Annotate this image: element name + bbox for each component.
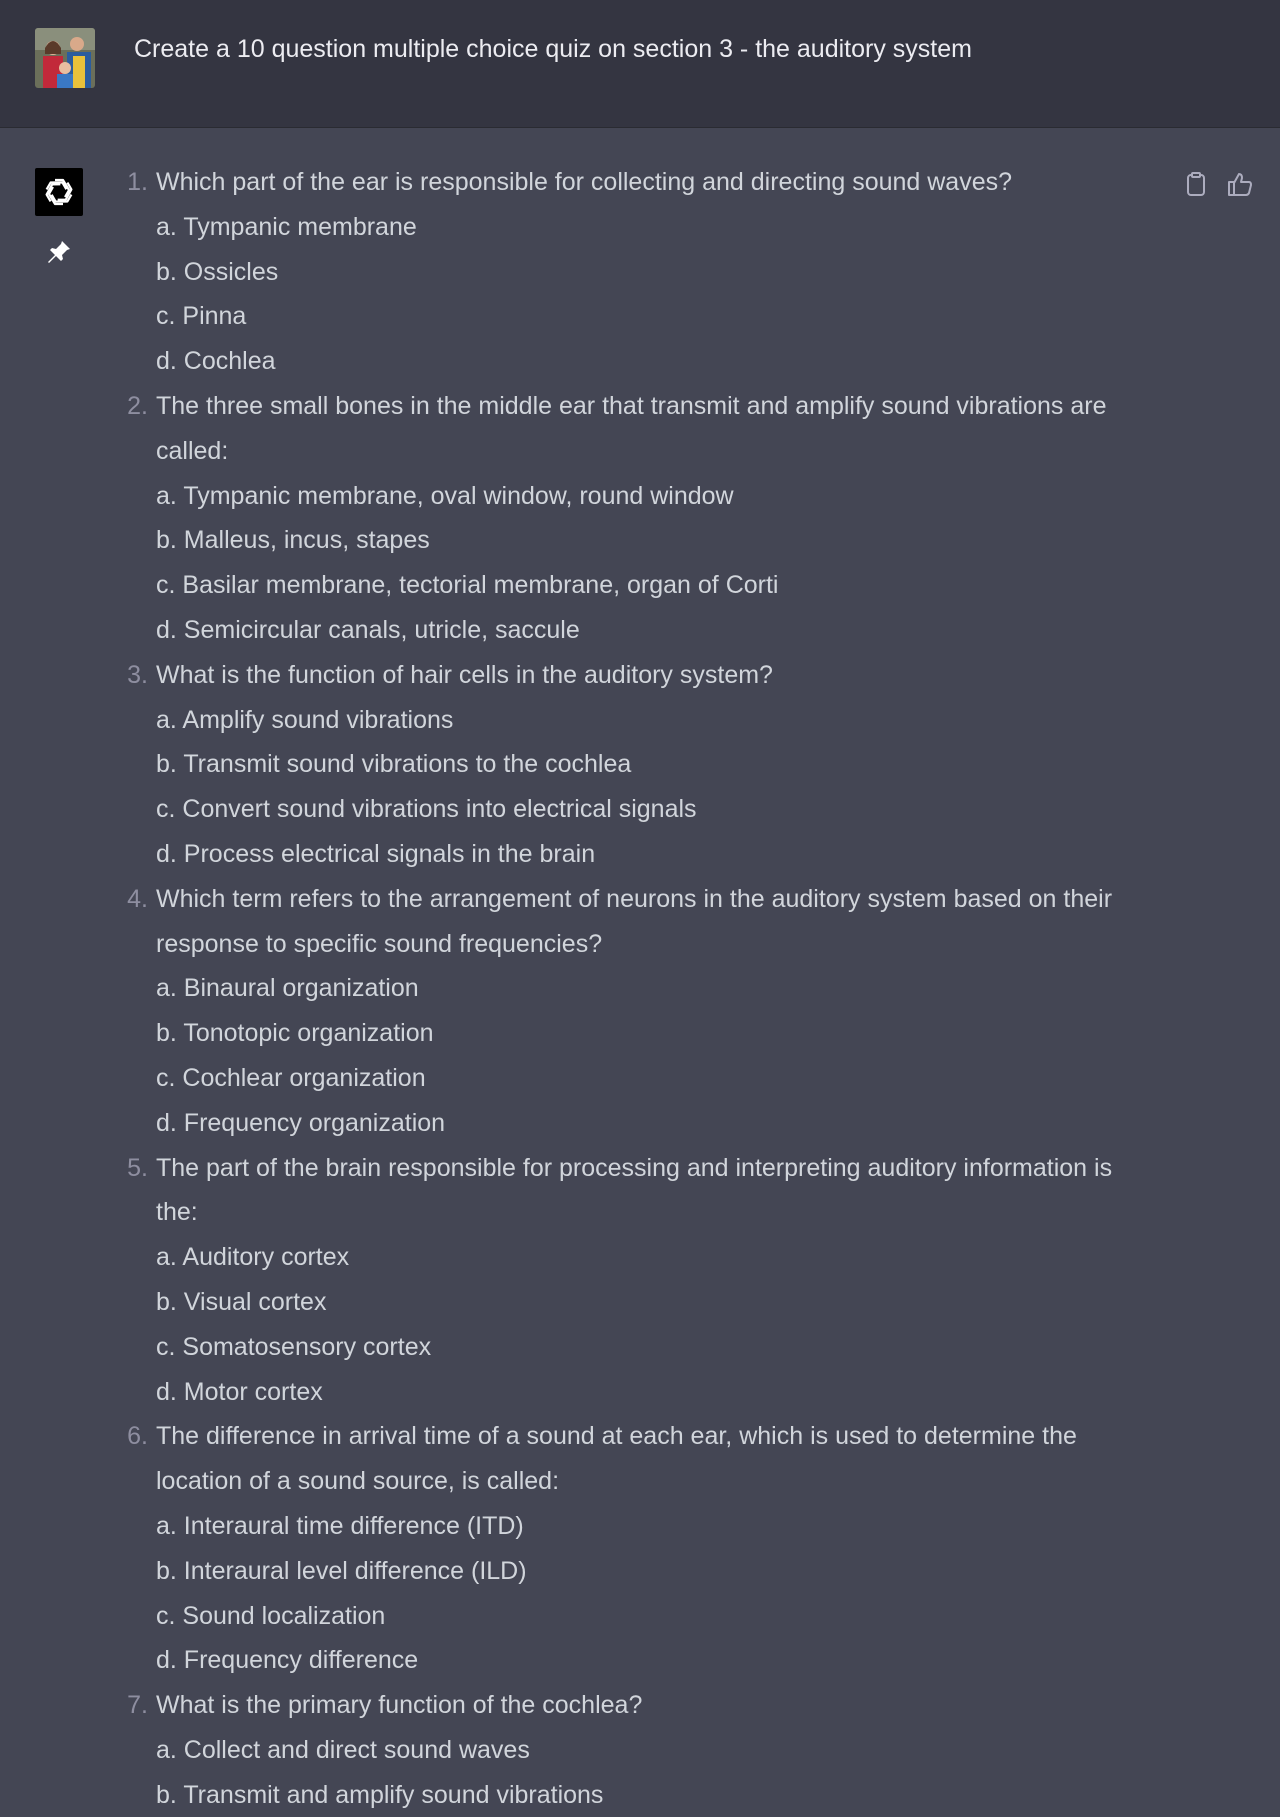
answer-option: b. Tonotopic organization <box>156 1019 434 1048</box>
assistant-message-row <box>0 128 1280 1814</box>
answer-option: b. Malleus, incus, stapes <box>156 526 430 555</box>
answer-option: a. Binaural organization <box>156 974 419 1003</box>
openai-logo-icon <box>35 168 83 216</box>
answer-option: c. Cochlear organization <box>156 1063 426 1092</box>
question-text: What is the function of hair cells in the auditory system? <box>156 660 773 689</box>
quiz-question <box>127 1146 1146 1415</box>
question-text: The part of the brain responsible for processing and interpreting auditory information is the: <box>156 1153 1113 1227</box>
thumbs-up-icon[interactable] <box>1226 170 1254 198</box>
question-text: The three small bones in the middle ear that transmit and amplify sound vibrations are called: <box>156 391 1107 465</box>
answer-option: a. Collect and direct sound waves <box>156 1735 530 1764</box>
answer-option: c. Sound localization <box>156 1601 386 1630</box>
answer-option: c. Pinna <box>156 302 247 331</box>
question-text: Which term refers to the arrangement of neurons in the auditory system based on their response to specific sound frequencies? <box>156 884 1113 958</box>
quiz-question <box>127 160 1146 384</box>
quiz-question <box>127 384 1146 653</box>
question-number: 6. <box>127 1422 148 1451</box>
answer-option: a. Tympanic membrane, oval window, round window <box>156 481 734 510</box>
answer-option: d. Semicircular canals, utricle, saccule <box>156 615 580 644</box>
question-number: 7. <box>127 1691 148 1720</box>
user-avatar <box>35 28 95 88</box>
quiz-question <box>127 1414 1146 1683</box>
answer-option: d. Frequency difference <box>156 1646 419 1675</box>
message-actions <box>1182 170 1254 198</box>
question-number: 2. <box>127 391 148 420</box>
answer-option: a. Amplify sound vibrations <box>156 705 454 734</box>
question-text: Which part of the ear is responsible for collecting and directing sound waves? <box>156 168 1013 196</box>
user-message-text: Create a 10 question multiple choice quiz on section 3 - the auditory system <box>134 35 972 63</box>
quiz-question <box>127 1683 1146 1817</box>
answer-option: b. Transmit and amplify sound vibrations <box>156 1780 604 1809</box>
quiz-question <box>127 877 1146 1146</box>
answer-option: a. Auditory cortex <box>156 1243 350 1272</box>
answer-option: d. Process electrical signals in the brain <box>156 839 596 868</box>
answer-option: c. Somatosensory cortex <box>156 1332 432 1361</box>
question-number: 1. <box>127 168 148 196</box>
question-number: 4. <box>127 884 148 913</box>
question-number: 3. <box>127 660 148 689</box>
clipboard-icon[interactable] <box>1182 170 1210 198</box>
answer-option: d. Frequency organization <box>156 1108 446 1137</box>
answer-option: b. Ossicles <box>156 257 279 286</box>
answer-option: a. Interaural time difference (ITD) <box>156 1511 524 1540</box>
question-text: What is the primary function of the cochlea? <box>156 1691 643 1720</box>
answer-option: b. Transmit sound vibrations to the cochlea <box>156 750 632 779</box>
user-message-row <box>0 0 1280 128</box>
answer-option: d. Cochlea <box>156 347 276 376</box>
answer-option: d. Motor cortex <box>156 1377 323 1406</box>
answer-option: b. Visual cortex <box>156 1287 327 1316</box>
assistant-message-content <box>127 160 1146 1817</box>
answer-option: b. Interaural level difference (ILD) <box>156 1556 527 1585</box>
question-number: 5. <box>127 1153 148 1182</box>
answer-option: c. Convert sound vibrations into electrical signals <box>156 795 697 824</box>
answer-option: a. Tympanic membrane <box>156 212 417 241</box>
pin-icon[interactable] <box>45 236 73 264</box>
quiz-question <box>127 653 1146 877</box>
question-text: The difference in arrival time of a sound at each ear, which is used to determine the location of a sound source, is called: <box>156 1422 1077 1496</box>
quiz-list <box>127 160 1146 1817</box>
answer-option: c. Basilar membrane, tectorial membrane, organ of Corti <box>156 571 779 600</box>
